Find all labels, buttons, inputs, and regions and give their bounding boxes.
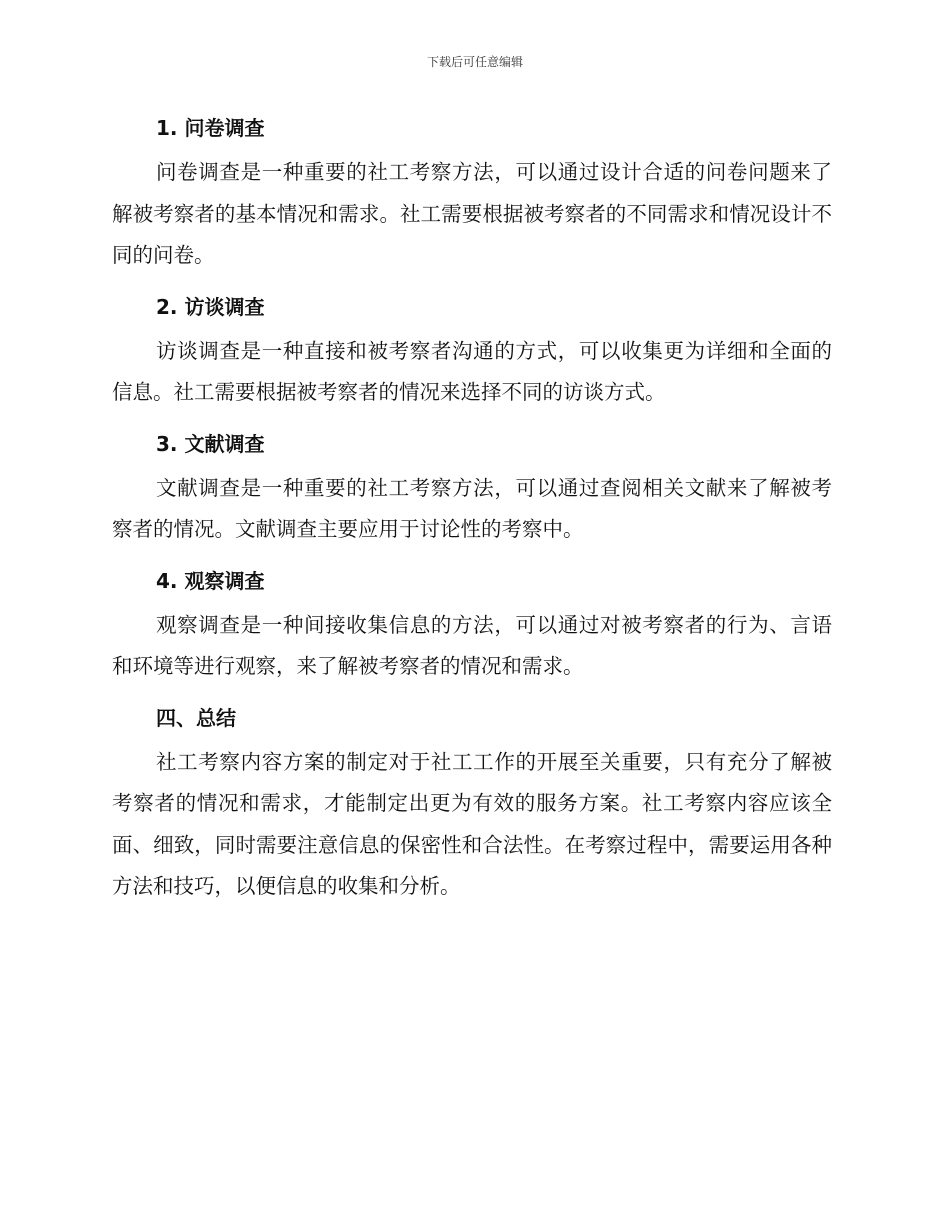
page-header: 下载后可任意编辑 bbox=[426, 55, 523, 69]
section-questionnaire bbox=[112, 108, 832, 277]
section-paragraph: 观察调查是一种间接收集信息的方法，可以通过对被考察者的行为、言语和环境等进行观察，来了解被考察者的情况和需求。 bbox=[112, 612, 832, 678]
section-heading: 2. 访谈调查 bbox=[156, 294, 265, 319]
section-literature bbox=[112, 424, 832, 551]
section-heading: 四、总结 bbox=[156, 705, 236, 730]
section-heading: 4. 观察调查 bbox=[156, 568, 265, 593]
section-heading: 3. 文献调查 bbox=[156, 431, 265, 456]
section-summary bbox=[112, 698, 832, 908]
section-interview bbox=[112, 287, 832, 414]
section-paragraph: 社工考察内容方案的制定对于社工工作的开展至关重要，只有充分了解被考察者的情况和需求，才能制定出更为有效的服务方案。社工考察内容应该全面、细致，同时需要注意信息的保密性和合法性。在考察过程中，需要运用各种方法和技巧，以便信息的收集和分析。 bbox=[112, 749, 832, 898]
section-paragraph: 问卷调查是一种重要的社工考察方法，可以通过设计合适的问卷问题来了解被考察者的基本情况和需求。社工需要根据被考察者的不同需求和情况设计不同的问卷。 bbox=[112, 160, 832, 267]
section-heading: 1. 问卷调查 bbox=[156, 116, 265, 140]
section-paragraph: 访谈调查是一种直接和被考察者沟通的方式，可以收集更为详细和全面的信息。社工需要根据被考察者的情况来选择不同的访谈方式。 bbox=[112, 338, 832, 404]
section-observation bbox=[112, 561, 832, 688]
document-body bbox=[112, 108, 832, 918]
section-paragraph: 文献调查是一种重要的社工考察方法，可以通过查阅相关文献来了解被考察者的情况。文献调查主要应用于讨论性的考察中。 bbox=[112, 475, 832, 541]
